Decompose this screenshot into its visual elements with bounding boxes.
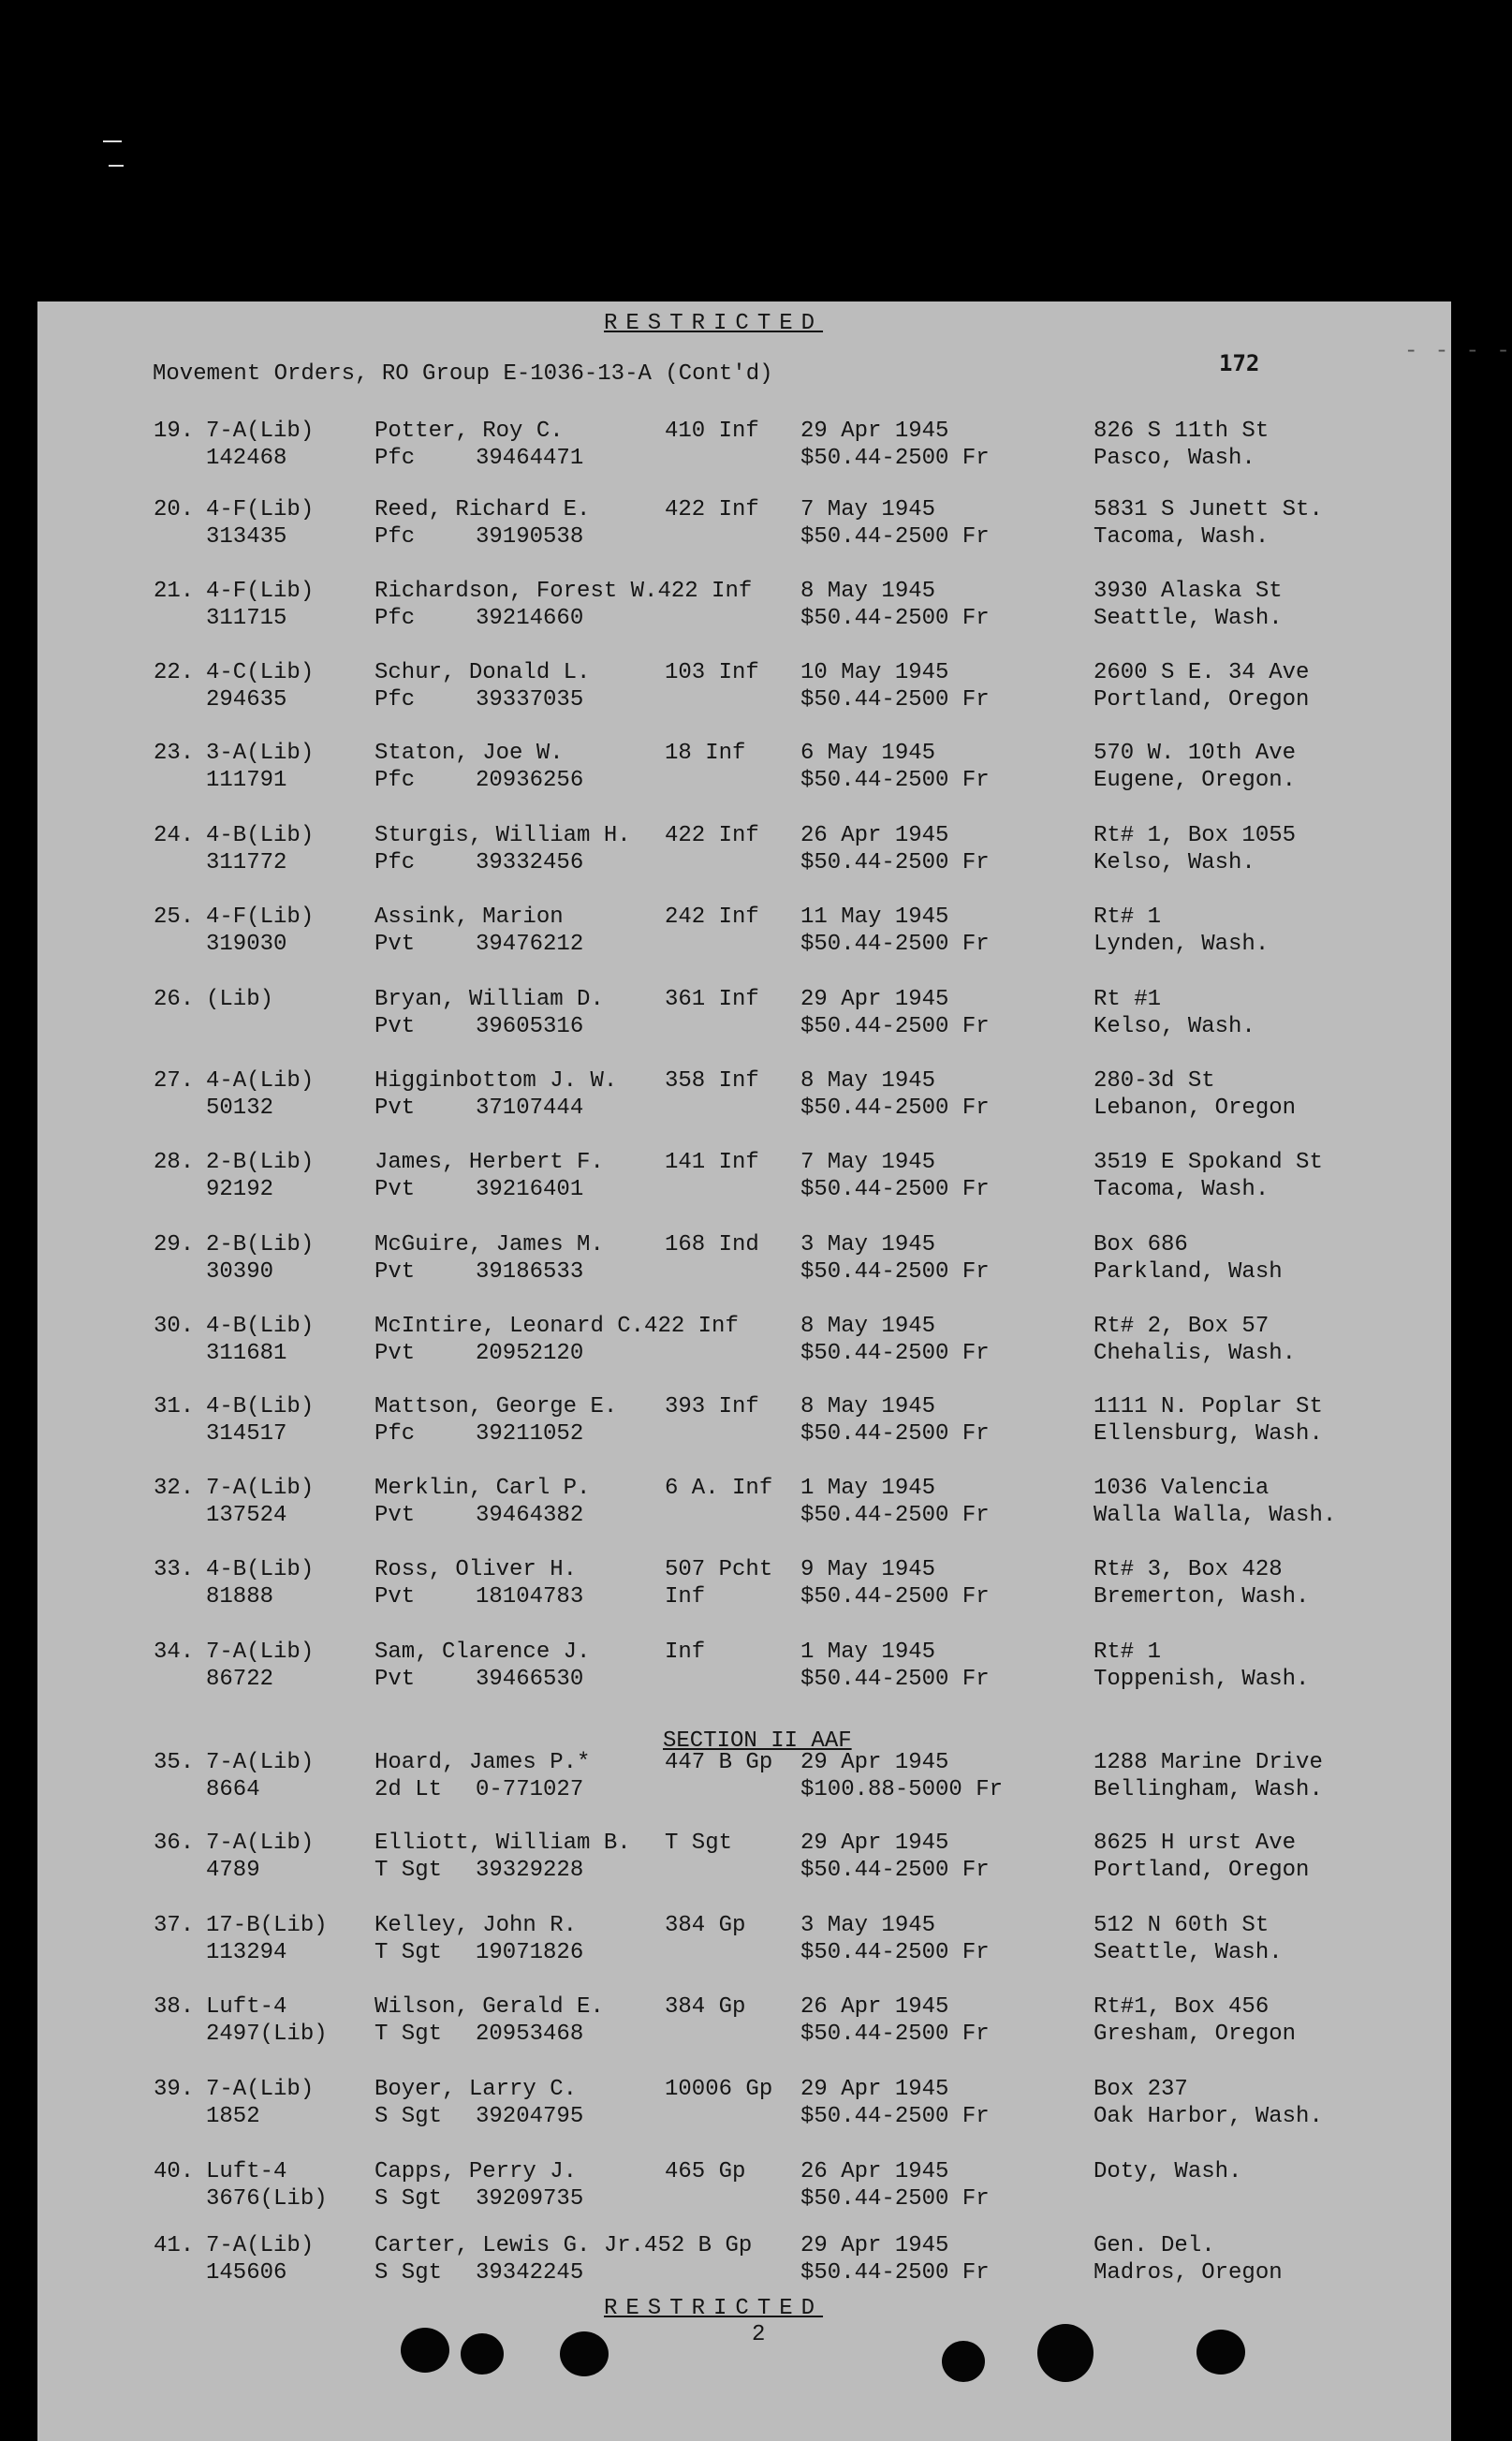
entry-rank: 2d Lt [374, 1777, 443, 1802]
entry-name: McGuire, James M. [374, 1232, 604, 1257]
entry-rank: Pvt [374, 1096, 416, 1121]
entry-date: 29 Apr 1945 [800, 2077, 949, 2102]
entry-num: 19. [154, 419, 195, 444]
entry-addr1: Rt #1 [1094, 987, 1162, 1012]
list-item [37, 1993, 1451, 2068]
entry-unit: 18 Inf [665, 741, 746, 766]
entry-asn: 39605316 [476, 1014, 584, 1039]
entry-grp: 4-C(Lib) [206, 660, 315, 685]
entry-ser: 4789 [206, 1858, 260, 1883]
list-item [37, 1912, 1451, 1987]
punch-hole [560, 2331, 609, 2376]
entry-date: 8 May 1945 [800, 579, 936, 604]
entry-grp: 17-B(Lib) [206, 1913, 328, 1938]
entry-asn: 39337035 [476, 687, 584, 713]
entry-grp: 4-F(Lib) [206, 497, 315, 522]
entry-ser: 86722 [206, 1667, 274, 1692]
entry-addr1: 3519 E Spokand St [1094, 1150, 1323, 1175]
entry-addr2: Tacoma, Wash. [1094, 524, 1270, 550]
entry-name: Sturgis, William H. [374, 823, 631, 848]
entry-rank: Pvt [374, 1341, 416, 1366]
entry-date: 6 May 1945 [800, 741, 936, 766]
entry-addr1: 280-3d St [1094, 1068, 1215, 1094]
entry-date: 26 Apr 1945 [800, 2159, 949, 2184]
page-number: 172 [1219, 350, 1260, 376]
entry-ser: 311715 [206, 606, 287, 631]
entry-num: 29. [154, 1232, 195, 1257]
entry-name: Wilson, Gerald E. [374, 1994, 604, 2020]
entry-name: Mattson, George E. [374, 1394, 618, 1419]
entry-unit: 10006 Gp [665, 2077, 773, 2102]
entry-asn: 39209735 [476, 2186, 584, 2212]
section-heading: SECTION II AAF [663, 1728, 852, 1754]
entry-rank: Pvt [374, 1014, 416, 1039]
list-item [37, 578, 1451, 653]
entry-date: 29 Apr 1945 [800, 1750, 949, 1775]
entry-name: McIntire, Leonard C.422 Inf [374, 1314, 739, 1339]
entry-ser: 113294 [206, 1940, 287, 1965]
entry-unit: 393 Inf [665, 1394, 759, 1419]
entry-addr1: 2600 S E. 34 Ave [1094, 660, 1310, 685]
entry-asn: 20952120 [476, 1341, 584, 1366]
entry-addr1: 512 N 60th St [1094, 1913, 1270, 1938]
entry-asn: 39464382 [476, 1503, 584, 1528]
entry-addr1: 1288 Marine Drive [1094, 1750, 1323, 1775]
entry-grp: 7-A(Lib) [206, 1831, 315, 1856]
entry-rank: Pvt [374, 1667, 416, 1692]
entry-addr1: Rt#1, Box 456 [1094, 1994, 1270, 2020]
entry-asn: 39216401 [476, 1177, 584, 1202]
entry-addr1: Doty, Wash. [1094, 2159, 1242, 2184]
entry-unit: 242 Inf [665, 904, 759, 930]
entry-addr2: Toppenish, Wash. [1094, 1667, 1310, 1692]
entry-ser: 145606 [206, 2260, 287, 2286]
entry-unit: T Sgt [665, 1831, 733, 1856]
entry-pay: $50.44-2500 Fr [800, 932, 990, 957]
entry-addr1: 3930 Alaska St [1094, 579, 1283, 604]
punch-hole [1196, 2330, 1245, 2375]
list-item [37, 659, 1451, 734]
entry-name: Carter, Lewis G. Jr.452 B Gp [374, 2233, 753, 2258]
entry-asn: 39329228 [476, 1858, 584, 1883]
entry-num: 30. [154, 1314, 195, 1339]
entry-num: 31. [154, 1394, 195, 1419]
entry-pay: $50.44-2500 Fr [800, 606, 990, 631]
entry-unit: 507 Pcht [665, 1557, 773, 1582]
entry-addr1: Rt# 1 [1094, 1640, 1162, 1665]
entry-grp: Luft-4 [206, 1994, 287, 2020]
entry-unit: 361 Inf [665, 987, 759, 1012]
entry-addr2: Bremerton, Wash. [1094, 1584, 1310, 1610]
entry-ser: 314517 [206, 1421, 287, 1447]
entry-addr1: Box 237 [1094, 2077, 1188, 2102]
entry-grp: 4-B(Lib) [206, 1394, 315, 1419]
list-item [37, 496, 1451, 571]
entry-ser: 1852 [206, 2104, 260, 2129]
entry-addr2: Bellingham, Wash. [1094, 1777, 1323, 1802]
entry-unit: 168 Ind [665, 1232, 759, 1257]
entry-grp: (Lib) [206, 987, 274, 1012]
entry-grp: 4-B(Lib) [206, 823, 315, 848]
list-item [37, 1067, 1451, 1142]
entry-ser: 81888 [206, 1584, 274, 1610]
entry-date: 10 May 1945 [800, 660, 949, 685]
entry-name: Kelley, John R. [374, 1913, 578, 1938]
punch-hole [942, 2341, 985, 2382]
entry-asn: 0-771027 [476, 1777, 584, 1802]
header-classification: RESTRICTED [604, 311, 824, 336]
entry-date: 1 May 1945 [800, 1640, 936, 1665]
entry-rank: S Sgt [374, 2186, 443, 2212]
entry-pay: $50.44-2500 Fr [800, 1421, 990, 1447]
entry-name: Schur, Donald L. [374, 660, 591, 685]
entry-date: 7 May 1945 [800, 497, 936, 522]
entry-asn: 39466530 [476, 1667, 584, 1692]
entry-asn: 39464471 [476, 446, 584, 471]
list-item [37, 904, 1451, 978]
entry-date: 3 May 1945 [800, 1232, 936, 1257]
entry-name: Higginbottom J. W. [374, 1068, 618, 1094]
list-item [37, 1313, 1451, 1388]
list-item [37, 2158, 1451, 2233]
entry-grp: 7-A(Lib) [206, 1750, 315, 1775]
punch-hole [1037, 2324, 1094, 2382]
list-item [37, 1231, 1451, 1306]
entry-addr1: 570 W. 10th Ave [1094, 741, 1297, 766]
entry-addr2: Seattle, Wash. [1094, 1940, 1283, 1965]
entry-name: Bryan, William D. [374, 987, 604, 1012]
punch-hole [401, 2328, 449, 2373]
entry-grp: 4-B(Lib) [206, 1557, 315, 1582]
entry-pay: $50.44-2500 Fr [800, 1584, 990, 1610]
entry-grp: 7-A(Lib) [206, 1476, 315, 1501]
entry-ser: 294635 [206, 687, 287, 713]
entry-addr1: Rt# 1, Box 1055 [1094, 823, 1297, 848]
entry-date: 29 Apr 1945 [800, 419, 949, 444]
entry-addr2: Lynden, Wash. [1094, 932, 1270, 957]
entry-ser: 137524 [206, 1503, 287, 1528]
entry-rank: T Sgt [374, 1858, 443, 1883]
entry-asn: 39214660 [476, 606, 584, 631]
entry-ser: 311772 [206, 850, 287, 875]
entry-addr2: Chehalis, Wash. [1094, 1341, 1297, 1366]
entry-addr2: Parkland, Wash [1094, 1259, 1283, 1285]
entry-pay: $50.44-2500 Fr [800, 1014, 990, 1039]
entry-grp: 7-A(Lib) [206, 419, 315, 444]
entry-asn: 39190538 [476, 524, 584, 550]
entry-pay: $50.44-2500 Fr [800, 1096, 990, 1121]
list-item [37, 2076, 1451, 2151]
entry-rank: Pvt [374, 932, 416, 957]
footer-classification: RESTRICTED [604, 2296, 824, 2321]
entry-date: 8 May 1945 [800, 1394, 936, 1419]
entry-asn: 20953468 [476, 2022, 584, 2047]
list-item [37, 1749, 1451, 1824]
entry-addr2: Oak Harbor, Wash. [1094, 2104, 1323, 2129]
entry-rank: Pfc [374, 446, 416, 471]
entry-name: Merklin, Carl P. [374, 1476, 591, 1501]
entry-addr2: Pasco, Wash. [1094, 446, 1255, 471]
entry-pay: $50.44-2500 Fr [800, 850, 990, 875]
list-item [37, 1830, 1451, 1904]
entry-grp: 4-F(Lib) [206, 904, 315, 930]
entry-pay: $50.44-2500 Fr [800, 1940, 990, 1965]
entry-num: 24. [154, 823, 195, 848]
entry-addr1: Rt# 2, Box 57 [1094, 1314, 1270, 1339]
entry-num: 37. [154, 1913, 195, 1938]
entry-grp: 7-A(Lib) [206, 1640, 315, 1665]
entry-ser: 92192 [206, 1177, 274, 1202]
entry-addr2: Seattle, Wash. [1094, 606, 1283, 631]
entry-pay: $50.44-2500 Fr [800, 524, 990, 550]
entry-date: 7 May 1945 [800, 1150, 936, 1175]
list-item [37, 418, 1451, 493]
list-item [37, 1393, 1451, 1468]
entry-addr1: Rt# 3, Box 428 [1094, 1557, 1283, 1582]
entry-num: 32. [154, 1476, 195, 1501]
entry-rank: S Sgt [374, 2104, 443, 2129]
punch-hole [461, 2333, 504, 2375]
entry-unit: 384 Gp [665, 1913, 746, 1938]
entry-grp: 7-A(Lib) [206, 2077, 315, 2102]
entry-addr2: Eugene, Oregon. [1094, 768, 1297, 793]
entry-num: 21. [154, 579, 195, 604]
entry-pay: $100.88-5000 Fr [800, 1777, 1004, 1802]
list-item [37, 1639, 1451, 1713]
entry-rank: Pvt [374, 1584, 416, 1610]
entry-addr1: Gen. Del. [1094, 2233, 1215, 2258]
entry-pay: $50.44-2500 Fr [800, 1858, 990, 1883]
edge-dashes: - - - - [1404, 339, 1512, 364]
entry-ser: 311681 [206, 1341, 287, 1366]
entry-rank: Pfc [374, 524, 416, 550]
entry-ser: 50132 [206, 1096, 274, 1121]
entry-addr2: Tacoma, Wash. [1094, 1177, 1270, 1202]
entry-grp: 4-A(Lib) [206, 1068, 315, 1094]
entry-grp: 3-A(Lib) [206, 741, 315, 766]
entry-unit: 447 B Gp [665, 1750, 773, 1775]
entry-ser: 142468 [206, 446, 287, 471]
entry-num: 40. [154, 2159, 195, 2184]
entry-unit: 410 Inf [665, 419, 759, 444]
entry-pay: $50.44-2500 Fr [800, 1259, 990, 1285]
entry-name: Ross, Oliver H. [374, 1557, 578, 1582]
entry-addr1: 1036 Valencia [1094, 1476, 1270, 1501]
entry-grp: 2-B(Lib) [206, 1232, 315, 1257]
entry-unit2: Inf [665, 1584, 706, 1610]
punch-holes [37, 2315, 1451, 2390]
entry-asn: 39186533 [476, 1259, 584, 1285]
entry-asn: 18104783 [476, 1584, 584, 1610]
entry-num: 25. [154, 904, 195, 930]
entry-addr1: 8625 H urst Ave [1094, 1831, 1297, 1856]
entry-unit: 141 Inf [665, 1150, 759, 1175]
entry-date: 29 Apr 1945 [800, 2233, 949, 2258]
entry-date: 8 May 1945 [800, 1314, 936, 1339]
entry-asn: 19071826 [476, 1940, 584, 1965]
entry-ser: 111791 [206, 768, 287, 793]
entry-grp: 2-B(Lib) [206, 1150, 315, 1175]
margin-mark [109, 165, 124, 167]
entry-name: Capps, Perry J. [374, 2159, 578, 2184]
entry-pay: $50.44-2500 Fr [800, 1341, 990, 1366]
list-item [37, 1149, 1451, 1224]
entry-ser: 319030 [206, 932, 287, 957]
entry-date: 3 May 1945 [800, 1913, 936, 1938]
entry-name: James, Herbert F. [374, 1150, 604, 1175]
entry-name: Potter, Roy C. [374, 419, 564, 444]
entry-rank: Pfc [374, 850, 416, 875]
entry-addr2: Ellensburg, Wash. [1094, 1421, 1323, 1447]
entry-asn: 20936256 [476, 768, 584, 793]
entry-unit: Inf [665, 1640, 706, 1665]
entry-name: Richardson, Forest W.422 Inf [374, 579, 753, 604]
entry-addr1: 1111 N. Poplar St [1094, 1394, 1323, 1419]
entry-unit: 103 Inf [665, 660, 759, 685]
entry-grp: 7-A(Lib) [206, 2233, 315, 2258]
entry-num: 22. [154, 660, 195, 685]
entry-addr1: Rt# 1 [1094, 904, 1162, 930]
entry-asn: 39332456 [476, 850, 584, 875]
entry-addr2: Kelso, Wash. [1094, 1014, 1255, 1039]
entry-num: 34. [154, 1640, 195, 1665]
entry-name: Assink, Marion [374, 904, 564, 930]
entry-num: 35. [154, 1750, 195, 1775]
list-item [37, 1475, 1451, 1550]
entry-name: Elliott, William B. [374, 1831, 631, 1856]
entry-grp: Luft-4 [206, 2159, 287, 2184]
entry-date: 29 Apr 1945 [800, 987, 949, 1012]
entry-num: 38. [154, 1994, 195, 2020]
entry-rank: Pfc [374, 768, 416, 793]
entry-pay: $50.44-2500 Fr [800, 1177, 990, 1202]
entry-addr1: Box 686 [1094, 1232, 1188, 1257]
entry-date: 8 May 1945 [800, 1068, 936, 1094]
entry-rank: T Sgt [374, 1940, 443, 1965]
entry-unit: 422 Inf [665, 823, 759, 848]
entry-name: Boyer, Larry C. [374, 2077, 578, 2102]
entry-addr1: 826 S 11th St [1094, 419, 1270, 444]
entry-rank: Pfc [374, 606, 416, 631]
entry-date: 9 May 1945 [800, 1557, 936, 1582]
entry-num: 23. [154, 741, 195, 766]
entry-asn: 37107444 [476, 1096, 584, 1121]
list-item [37, 822, 1451, 897]
entry-addr2: Gresham, Oregon [1094, 2022, 1297, 2047]
entry-addr2: Portland, Oregon [1094, 1858, 1310, 1883]
entry-ser: 2497(Lib) [206, 2022, 328, 2047]
entry-unit: 384 Gp [665, 1994, 746, 2020]
entry-unit: 422 Inf [665, 497, 759, 522]
entry-grp: 4-B(Lib) [206, 1314, 315, 1339]
entry-grp: 4-F(Lib) [206, 579, 315, 604]
entry-rank: T Sgt [374, 2022, 443, 2047]
entry-rank: S Sgt [374, 2260, 443, 2286]
entry-name: Sam, Clarence J. [374, 1640, 591, 1665]
list-item [37, 986, 1451, 1061]
entry-ser: 30390 [206, 1259, 274, 1285]
entry-pay: $50.44-2500 Fr [800, 446, 990, 471]
entry-num: 27. [154, 1068, 195, 1094]
entry-addr2: Portland, Oregon [1094, 687, 1310, 713]
entry-unit: 358 Inf [665, 1068, 759, 1094]
entry-addr2: Madros, Oregon [1094, 2260, 1283, 2286]
entry-num: 26. [154, 987, 195, 1012]
entry-unit: 465 Gp [665, 2159, 746, 2184]
entry-name: Staton, Joe W. [374, 741, 564, 766]
entry-ser: 3676(Lib) [206, 2186, 328, 2212]
entry-num: 41. [154, 2233, 195, 2258]
entry-name: Hoard, James P.* [374, 1750, 591, 1775]
entry-addr1: 5831 S Junett St. [1094, 497, 1323, 522]
entry-pay: $50.44-2500 Fr [800, 2260, 990, 2286]
entry-addr2: Lebanon, Oregon [1094, 1096, 1297, 1121]
entry-num: 28. [154, 1150, 195, 1175]
entry-addr2: Kelso, Wash. [1094, 850, 1255, 875]
document-title: Movement Orders, RO Group E-1036-13-A (Cont'd) [153, 361, 773, 387]
entry-asn: 39476212 [476, 932, 584, 957]
entry-num: 20. [154, 497, 195, 522]
entry-pay: $50.44-2500 Fr [800, 687, 990, 713]
entry-rank: Pfc [374, 687, 416, 713]
list-item [37, 1556, 1451, 1631]
entry-rank: Pvt [374, 1259, 416, 1285]
entry-ser: 313435 [206, 524, 287, 550]
entry-num: 33. [154, 1557, 195, 1582]
entry-date: 1 May 1945 [800, 1476, 936, 1501]
entry-pay: $50.44-2500 Fr [800, 2186, 990, 2212]
entry-date: 26 Apr 1945 [800, 823, 949, 848]
entry-pay: $50.44-2500 Fr [800, 1667, 990, 1692]
entry-rank: Pvt [374, 1503, 416, 1528]
entry-asn: 39211052 [476, 1421, 584, 1447]
list-item [37, 740, 1451, 815]
entry-date: 26 Apr 1945 [800, 1994, 949, 2020]
entry-rank: Pvt [374, 1177, 416, 1202]
entry-pay: $50.44-2500 Fr [800, 768, 990, 793]
entry-addr2: Walla Walla, Wash. [1094, 1503, 1337, 1528]
margin-mark [103, 140, 122, 142]
entry-pay: $50.44-2500 Fr [800, 2022, 990, 2047]
entry-date: 11 May 1945 [800, 904, 949, 930]
entry-date: 29 Apr 1945 [800, 1831, 949, 1856]
entry-asn: 39342245 [476, 2260, 584, 2286]
entry-num: 36. [154, 1831, 195, 1856]
entry-pay: $50.44-2500 Fr [800, 2104, 990, 2129]
entry-unit: 6 A. Inf [665, 1476, 773, 1501]
document-page [37, 301, 1512, 2441]
entry-ser: 8664 [206, 1777, 260, 1802]
entry-pay: $50.44-2500 Fr [800, 1503, 990, 1528]
footer-mark: 2 [752, 2322, 766, 2347]
entry-rank: Pfc [374, 1421, 416, 1447]
entry-num: 39. [154, 2077, 195, 2102]
entry-asn: 39204795 [476, 2104, 584, 2129]
entry-name: Reed, Richard E. [374, 497, 591, 522]
